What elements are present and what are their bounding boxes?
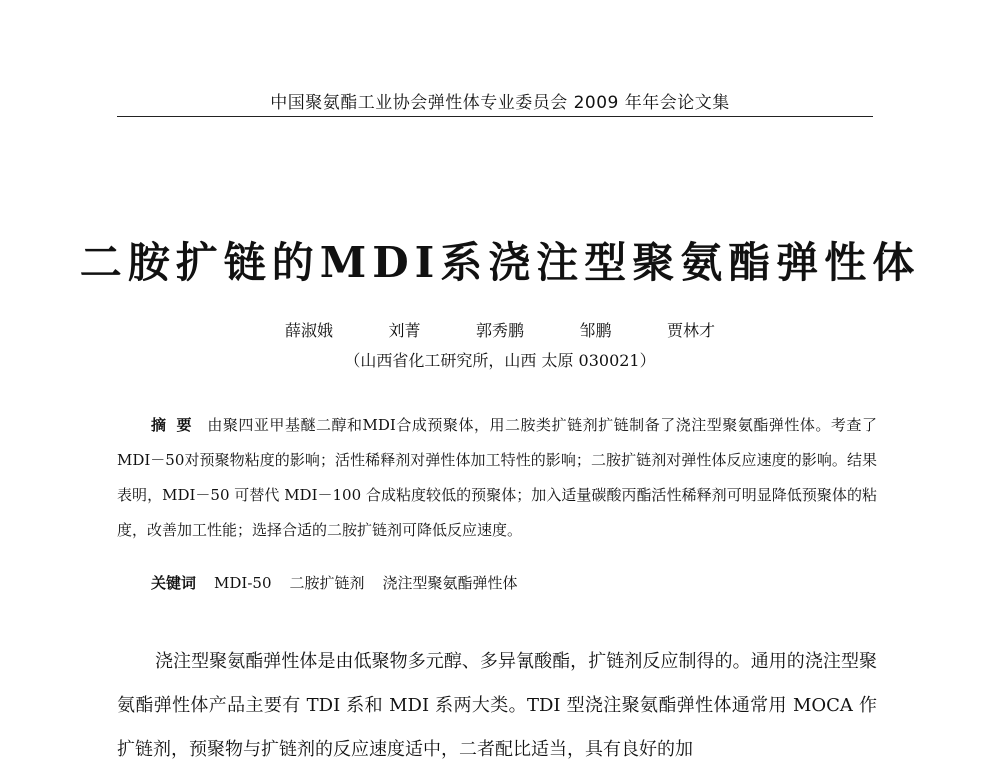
author-name: 郭秀鹏 (475, 321, 524, 340)
author-name: 邹鹏 (579, 321, 612, 340)
keyword: 浇注型聚氨酯弹性体 (382, 574, 518, 592)
body-paragraph: 浇注型聚氨酯弹性体是由低聚物多元醇、多异氰酸酯，扩链剂反应制得的。通用的浇注型聚氨酯弹性体产品主要有 TDI 系和 MDI 系两大类。TDI 型浇注聚氨酯弹性体通常用 MOCA 作扩链剂，预聚物与扩链剂的反应速度适中，二者配比适当，具有良好的加 (117, 651, 877, 760)
running-header: 中国聚氨酯工业协会弹性体专业委员会 2009 年年会论文集 (270, 93, 730, 113)
paper-title: 二胺扩链的MDI系浇注型聚氨酯弹性体 (79, 238, 921, 287)
keyword: MDI-50 (214, 574, 272, 592)
abstract-label: 摘要 (151, 416, 203, 434)
author-name: 薛淑娥 (285, 321, 334, 340)
abstract (117, 408, 877, 548)
abstract-text: 由聚四亚甲基醚二醇和MDI合成预聚体，用二胺类扩链剂扩链制备了浇注型聚氨酯弹性体。考查了MDI－50对预聚物粘度的影响；活性稀释剂对弹性体加工特性的影响；二胺扩链剂对弹性体反应速度的影响。结果表明，MDI－50 可替代 MDI－100 合成粘度较低的预聚体；加入适量碳酸丙酯活性稀释剂可明显降低预聚体的粘度，改善加工性能；选择合适的二胺扩链剂可降低反应速度。 (117, 416, 877, 539)
affiliation: （山西省化工研究所，山西 太原 030021） (344, 351, 656, 370)
author-name: 贾林才 (666, 321, 715, 340)
keywords-label: 关键词 (151, 574, 197, 592)
keywords (151, 572, 871, 593)
header-rule (117, 116, 873, 117)
author-name: 刘菁 (388, 321, 421, 340)
author-list (285, 318, 715, 341)
keyword: 二胺扩链剂 (289, 574, 365, 592)
